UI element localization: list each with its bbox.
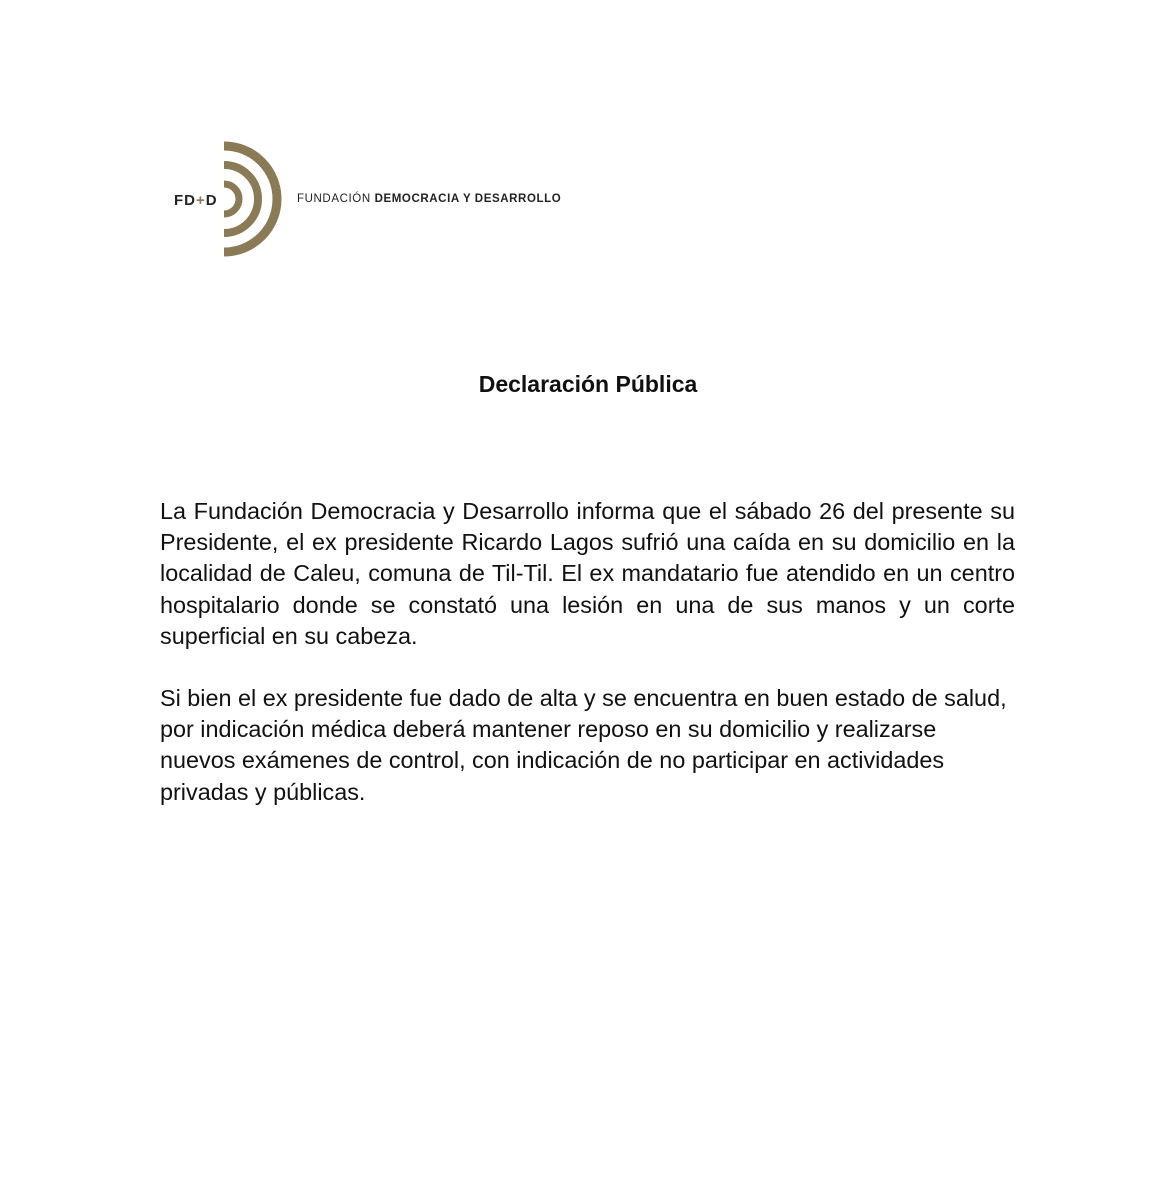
- body-paragraph-1: La Fundación Democracia y Desarrollo informa que el sábado 26 del presente su Presidente, el ex presidente Ricardo Lagos sufrió una caída en su domicilio en la localidad de Caleu, comuna de Til-Til. El ex mandatario fue atendido en un centro hospitalario donde se constató una lesión en una de sus manos y un corte superficial en su cabeza.: [160, 498, 1015, 649]
- logo-initials-right: D: [205, 192, 218, 209]
- foundation-logo: [160, 140, 600, 260]
- logo-initials-left: FD: [174, 192, 196, 209]
- logo-wordmark: [297, 193, 561, 205]
- logo-wordmark-light: FUNDACIÓN: [297, 193, 371, 205]
- logo-initials: [174, 192, 218, 209]
- document-title: Declaración Pública: [478, 371, 698, 397]
- logo-wordmark-bold: DEMOCRACIA Y DESARROLLO: [374, 193, 562, 205]
- logo-initials-plus: +: [196, 192, 206, 209]
- body-paragraph-2: Si bien el ex presidente fue dado de alta y se encuentra en buen estado de salud, por indicación médica deberá mantener reposo en su domicilio y realizarse nuevos exámenes de control, con indicación de no participar en actividades privadas y públicas.: [160, 685, 1007, 805]
